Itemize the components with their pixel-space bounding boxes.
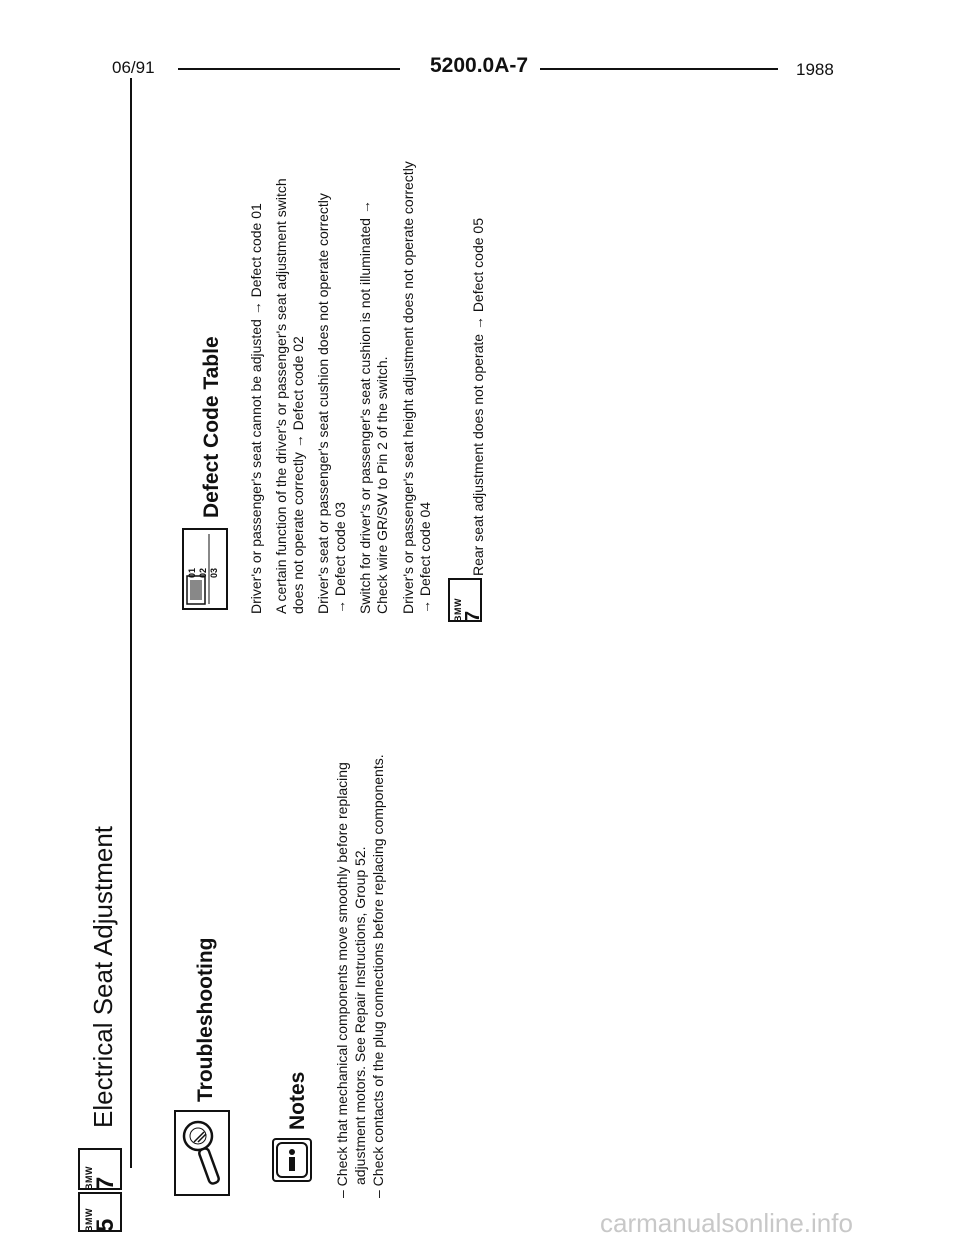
- header-rule-left: [178, 68, 400, 70]
- defect-icon-code-01: 01: [187, 567, 197, 578]
- badge-number: 7: [462, 610, 484, 622]
- page-rule-vertical: [130, 78, 132, 1168]
- badge-number: 5: [92, 1218, 119, 1232]
- defect-entry-5-line-1: Driver's or passenger's seat height adjustment does not operate correctly: [400, 161, 416, 614]
- header-date: 06/91: [112, 58, 155, 77]
- page-title: Electrical Seat Adjustment: [88, 825, 118, 1128]
- badge-brand: BMW: [453, 598, 463, 622]
- notes-icon-box: [272, 1138, 312, 1182]
- notes-item-1-line-2: adjustment motors. See Repair Instructions, Group 52.: [352, 846, 368, 1185]
- defect-entry-2-line-1: A certain function of the driver's or passenger's seat adjustment switch: [273, 178, 289, 614]
- badge-brand: BMW: [84, 1208, 94, 1232]
- header-code: 5200.0A-7: [430, 54, 529, 77]
- defect-table-heading: Defect Code Table: [200, 336, 223, 518]
- header-year: 1988: [796, 60, 834, 79]
- defect-entry-4-line-1: Switch for driver's or passenger's seat cushion is not illuminated →: [357, 200, 373, 614]
- bmw-badge-rear-7: [448, 578, 482, 622]
- badge-number: 7: [92, 1176, 119, 1190]
- defect-entry-3-line-2: → Defect code 03: [332, 501, 348, 614]
- troubleshooting-icon-box: [174, 1110, 230, 1196]
- info-icon: [274, 1140, 310, 1180]
- header-rule-right: [540, 68, 778, 70]
- bmw-badge-group-7: [78, 1148, 122, 1190]
- defect-icon-code-02: 02: [198, 567, 208, 578]
- defect-icon-code-03: 03: [209, 567, 219, 578]
- defect-entry-4-line-2: Check wire GR/SW to Pin 2 of the switch.: [374, 356, 390, 614]
- defect-entry-1-line-1: Driver's or passenger's seat cannot be adjusted → Defect code 01: [248, 203, 264, 614]
- magnifier-icon: [176, 1112, 228, 1194]
- defect-entry-5-line-2: → Defect code 04: [417, 501, 433, 614]
- defect-entry-3-line-1: Driver's seat or passenger's seat cushion does not operate correctly: [315, 193, 331, 614]
- notes-item-1-line-1: – Check that mechanical components move smoothly before replacing: [334, 762, 350, 1198]
- notes-item-2-line-1: – Check contacts of the plug connections before replacing components.: [370, 754, 386, 1198]
- bmw-badge-group-5: [78, 1192, 122, 1232]
- notes-heading: Notes: [286, 1071, 309, 1130]
- badge-brand: BMW: [84, 1166, 94, 1190]
- troubleshooting-heading: Troubleshooting: [194, 937, 217, 1102]
- defect-entry-2-line-2: does not operate correctly → Defect code 02: [290, 336, 306, 614]
- defect-entry-rear: Rear seat adjustment does not operate → Defect code 05: [470, 218, 486, 576]
- watermark: carmanualsonline.info: [600, 1208, 853, 1238]
